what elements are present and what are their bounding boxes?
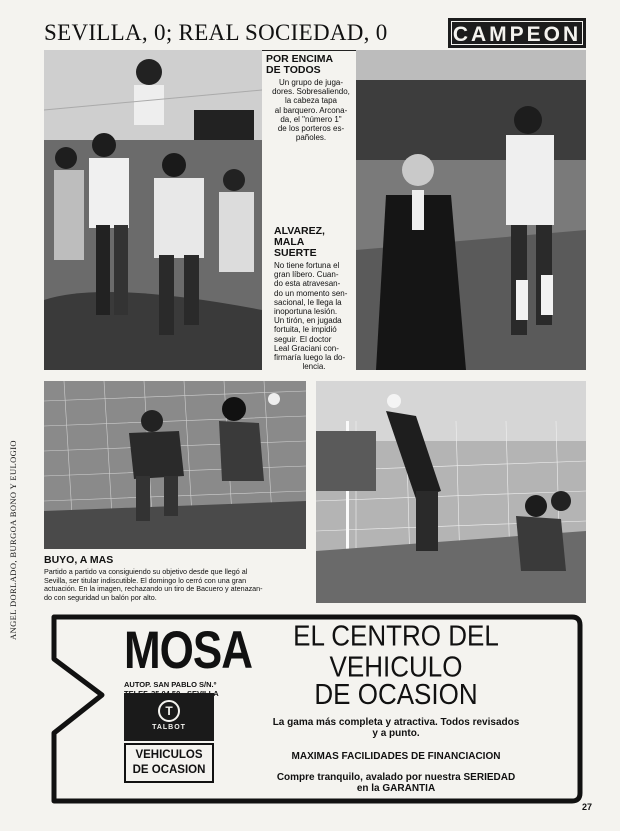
ad-copy — [226, 619, 566, 794]
caption-buyo-title: BUYO, A MAS — [44, 554, 114, 566]
badge-line-2: DE OCASION — [132, 764, 206, 776]
caption-line: No tiene fortuna el — [274, 261, 340, 270]
caption-line: da, el "número 1" — [280, 114, 342, 124]
vehiculos-badge — [124, 743, 214, 783]
caption-alvarez-body — [274, 261, 354, 371]
caption-buyo-body — [44, 568, 314, 602]
caption-alvarez-title-2: MALA — [274, 236, 305, 248]
caption-line: sacional, le llega la — [274, 297, 342, 307]
caption-line: Sevilla, ser titular indiscutible. El domingo lo cerró con una gran — [44, 575, 247, 585]
caption-line: Un tirón, en jugada — [274, 316, 342, 326]
page-headline: SEVILLA, 0; REAL SOCIEDAD, 0 — [44, 16, 444, 51]
caption-line: pañoles. — [295, 133, 327, 143]
caption-line: al barquero. Arcona- — [274, 105, 348, 115]
talbot-logo — [124, 693, 214, 741]
photo-goalkeeper-catch — [316, 381, 586, 603]
caption-line: la cabeza tapa — [284, 96, 338, 106]
caption-line: de los porteros es- — [277, 124, 345, 134]
caption-line: actuación. En la imagen, rechazando un tiro de Bacuero y atenazan- — [44, 584, 263, 594]
ad-line-2: MAXIMAS FACILIDADES DE FINANCIACION — [291, 751, 501, 762]
caption-por-encima-body — [266, 78, 356, 142]
ad-brand: MOSA — [124, 621, 252, 681]
caption-alvarez — [274, 226, 354, 371]
caption-buyo — [44, 555, 314, 602]
ad-line-3b: en la GARANTIA — [356, 783, 436, 794]
caption-line: Un grupo de juga- — [278, 78, 344, 87]
photo-alvarez-leaving — [356, 50, 586, 370]
caption-line: dores. Sobresaliendo, — [272, 87, 350, 97]
caption-line: do con seguridad un balón por alto. — [44, 592, 157, 602]
caption-alvarez-title-3: SUERTE — [274, 247, 317, 259]
caption-line: firmaría luego la do- — [274, 353, 346, 363]
ad-line-3a: Compre tranquilo, avalado por nuestra SERIEDAD — [276, 772, 516, 783]
photo-goalkeeper-dive — [44, 381, 306, 549]
caption-line: Leal Graciani con- — [274, 343, 339, 353]
caption-line: seguir. El doctor — [274, 334, 332, 344]
caption-line: lencia. — [302, 362, 326, 372]
photo-players-jumping — [44, 50, 262, 370]
caption-por-encima-title-2: DE TODOS — [266, 64, 321, 76]
caption-por-encima-title-1: POR ENCIMA — [266, 53, 334, 65]
talbot-emblem-icon: T — [158, 700, 180, 722]
badge-line-1: VEHICULOS — [135, 749, 203, 761]
ad-line-1a: La gama más completa y atractiva. Todos revisados — [272, 717, 520, 728]
photo-credit: ANGEL DORLADO, BURGOA BONO Y EULOGIO — [8, 440, 18, 640]
ad-brand-block — [124, 621, 252, 698]
ad-headline-2: DE OCASION — [314, 677, 478, 711]
caption-alvarez-title-1: ALVAREZ, — [274, 225, 325, 237]
caption-line: Partido a partido va consiguiendo su objetivo desde que llegó al — [44, 567, 248, 576]
caption-por-encima — [266, 54, 356, 142]
ad-headline-1: EL CENTRO DEL VEHICULO — [293, 619, 499, 683]
caption-line: do un momento sen- — [274, 288, 348, 298]
caption-line: gran líbero. Cuan- — [274, 270, 339, 280]
section-tag: CAMPEON — [448, 18, 586, 48]
talbot-name: TALBOT — [152, 724, 186, 731]
mosa-advertisement — [44, 613, 584, 805]
ad-line-1b: y a punto. — [372, 728, 420, 739]
caption-line: inoportuna lesión. — [274, 307, 338, 317]
caption-line: fortuita, le impidió — [274, 325, 337, 335]
page-number: 27 — [581, 802, 592, 812]
ad-address-1: AUTOP. SAN PABLO S/N.º — [124, 680, 217, 689]
caption-line: do esta atravesan- — [274, 279, 341, 289]
